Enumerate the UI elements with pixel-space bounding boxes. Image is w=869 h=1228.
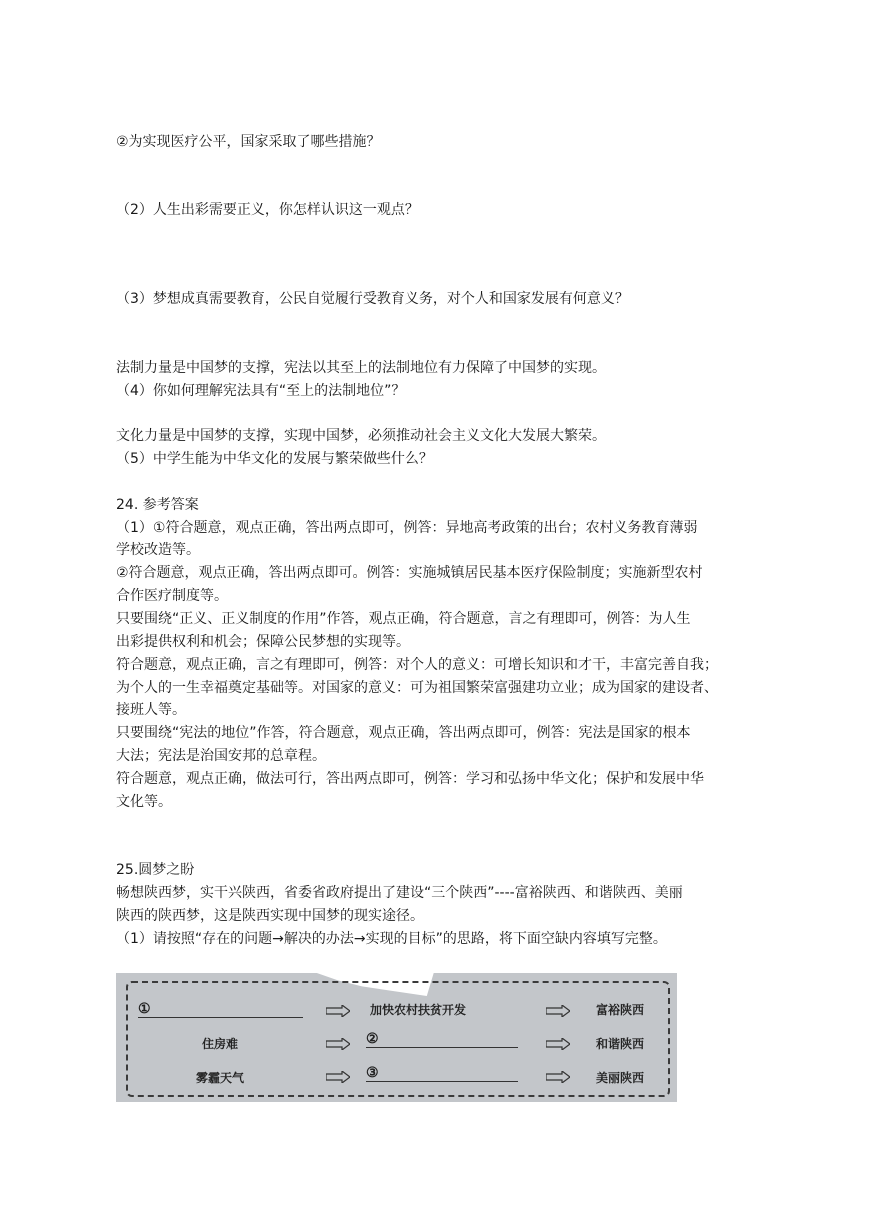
answer-line: ②符合题意，观点正确，答出两点即可。例答：实施城镇居民基本医疗保险制度；实施新型农村 — [116, 565, 703, 581]
answer-line: 只要围绕“正义、正义制度的作用”作答，观点正确，符合题意，言之有理即可，例答：为人生 — [116, 611, 691, 627]
answer-line: 符合题意，观点正确，做法可行，答出两点即可，例答：学习和弘扬中华文化；保护和发展中华 — [116, 771, 704, 787]
blank-marker-3: ③ — [366, 1065, 379, 1081]
problem-label-3: 雾霾天气 — [196, 1071, 245, 1085]
flow-diagram-figure — [116, 973, 677, 1102]
question-line: （1）请按照“存在的问题→解决的办法→实现的目标”的思路，将下面空缺内容填写完整。 — [116, 931, 667, 947]
answer-heading: 24. 参考答案 — [116, 497, 199, 513]
answer-line: （1）①符合题意，观点正确，答出两点即可，例答：异地高考政策的出台；农村义务教育薄弱 — [116, 520, 698, 536]
solution-label-1: 加快农村扶贫开发 — [370, 1003, 467, 1017]
question-line: ②为实现医疗公平，国家采取了哪些措施？ — [116, 134, 381, 150]
goal-label-1: 富裕陕西 — [596, 1003, 645, 1017]
arrow-right-icon — [546, 1005, 570, 1017]
paragraph-line: 畅想陕西梦，实干兴陕西，省委省政府提出了建设“三个陕西”----富裕陕西、和谐陕西、美丽 — [116, 885, 683, 901]
answer-line: 文化等。 — [116, 794, 172, 810]
section-title: 25.圆梦之盼 — [116, 862, 195, 878]
answer-line: 为个人的一生幸福奠定基础等。对国家的意义：可为祖国繁荣富强建功立业；成为国家的建设者、 — [116, 680, 718, 696]
answer-line: 出彩提供权利和机会；保障公民梦想的实现等。 — [116, 634, 410, 650]
fill-in-blank-line — [366, 1047, 518, 1048]
arrow-right-icon — [326, 1038, 350, 1050]
answer-line: 接班人等。 — [116, 702, 186, 718]
answer-line: 大法；宪法是治国安邦的总章程。 — [116, 748, 326, 764]
arrow-right-icon — [326, 1005, 350, 1017]
answer-line: 合作医疗制度等。 — [116, 588, 228, 604]
paragraph-line: 法制力量是中国梦的支撑，宪法以其至上的法制地位有力保障了中国梦的实现。 — [116, 360, 606, 376]
paragraph-line: 文化力量是中国梦的支撑，实现中国梦，必须推动社会主义文化大发展大繁荣。 — [116, 428, 606, 444]
arrow-right-icon — [546, 1038, 570, 1050]
goal-label-3: 美丽陕西 — [596, 1071, 645, 1085]
answer-line: 符合题意，观点正确，言之有理即可，例答：对个人的意义：可增长知识和才干，丰富完善自我； — [116, 657, 718, 673]
answer-line: 只要围绕“宪法的地位”作答，符合题意，观点正确，答出两点即可，例答：宪法是国家的根本 — [116, 725, 691, 741]
arrow-right-icon — [546, 1071, 570, 1083]
problem-label-2: 住房难 — [202, 1037, 239, 1051]
blank-marker-2: ② — [366, 1031, 379, 1047]
paragraph-line: 陕西的陕西梦，这是陕西实现中国梦的现实途径。 — [116, 908, 424, 924]
blank-marker-1: ① — [138, 1001, 151, 1017]
goal-label-2: 和谐陕西 — [596, 1037, 645, 1051]
answer-line: 学校改造等。 — [116, 542, 200, 558]
question-line: （2）人生出彩需要正义，你怎样认识这一观点？ — [116, 202, 419, 218]
arrow-right-icon — [326, 1071, 350, 1083]
fill-in-blank-line — [138, 1017, 303, 1018]
question-line: （4）你如何理解宪法具有“至上的法制地位”？ — [116, 383, 406, 399]
question-line: （3）梦想成真需要教育，公民自觉履行受教育义务，对个人和国家发展有何意义？ — [116, 291, 629, 307]
fill-in-blank-line — [366, 1081, 518, 1082]
question-line: （5）中学生能为中华文化的发展与繁荣做些什么？ — [116, 451, 433, 467]
